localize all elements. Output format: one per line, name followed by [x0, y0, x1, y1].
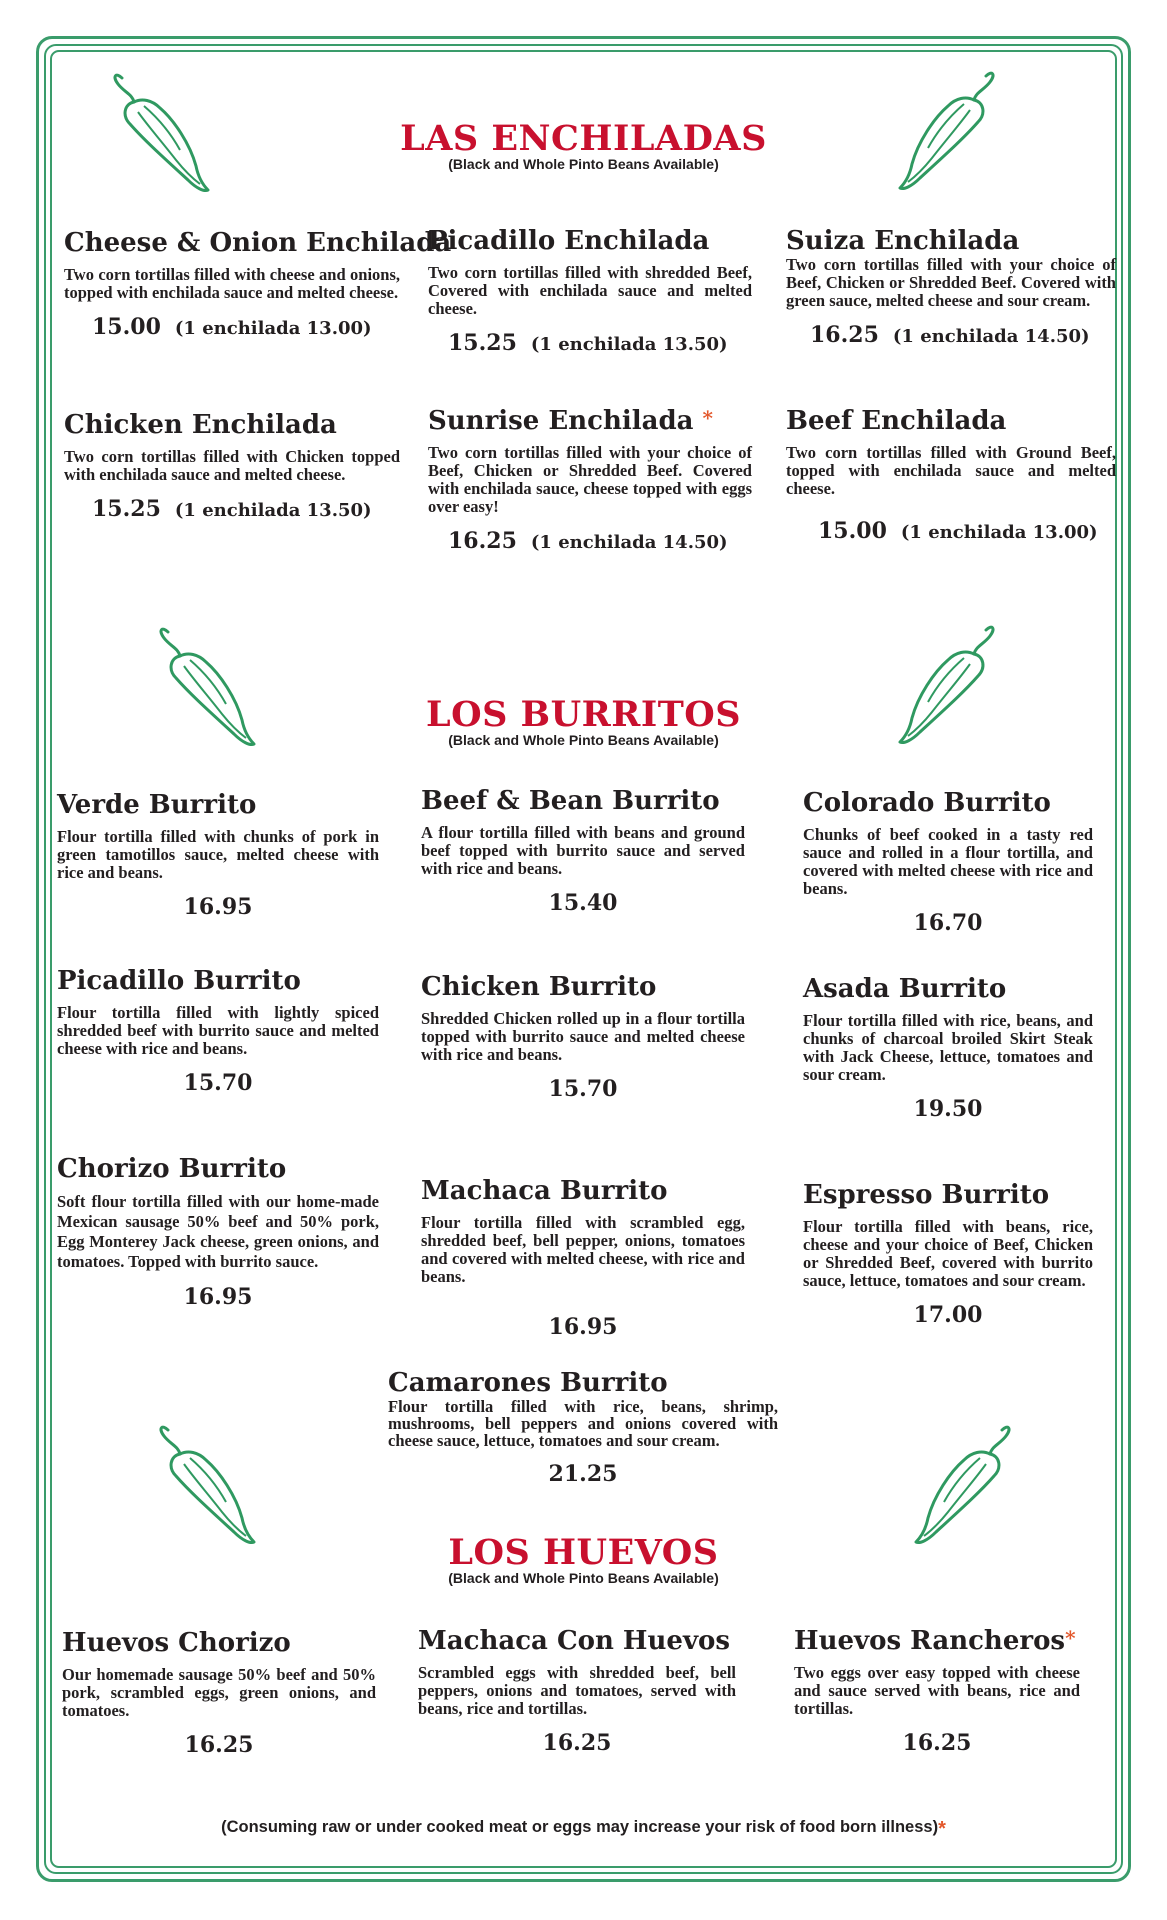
menu-item-burrito — [421, 972, 745, 1102]
item-description: Shredded Chicken rolled up in a flour tortilla topped with burrito sauce and melted cheese with rice and beans. — [421, 1009, 745, 1064]
item-price — [448, 330, 752, 356]
single-price: (1 enchilada 13.50) — [530, 334, 728, 355]
menu-item-enchilada — [428, 406, 752, 554]
item-description: Two corn tortillas filled with Chicken topped with enchilada sauce and melted cheese. — [64, 447, 400, 484]
chili-pepper-icon — [900, 1420, 1020, 1550]
item-name: Chicken Enchilada — [64, 410, 337, 440]
item-price: 15.70 — [548, 1076, 618, 1102]
menu-item-enchilada — [428, 226, 752, 356]
item-name — [794, 1626, 1080, 1656]
menu-item-burrito — [57, 1154, 379, 1310]
item-price — [92, 496, 400, 522]
item-name: Chorizo Burrito — [57, 1154, 287, 1184]
item-name: Chicken Burrito — [421, 972, 657, 1002]
menu-item-burrito — [421, 1176, 745, 1340]
item-price: 15.40 — [548, 890, 618, 916]
section-title-burritos: LOS BURRITOS — [425, 694, 742, 735]
item-name: Suiza Enchilada — [786, 226, 1020, 256]
chili-pepper-icon — [150, 1420, 270, 1550]
menu-item-huevos — [418, 1626, 736, 1756]
item-description: Flour tortilla filled with chunks of pork in green tamotillos sauce, melted cheese with rice and beans. — [57, 827, 379, 882]
item-price — [810, 322, 1116, 348]
menu-item-enchilada — [786, 226, 1116, 348]
section-title-huevos: LOS HUEVOS — [448, 1532, 719, 1573]
single-price: (1 enchilada 13.00) — [174, 318, 372, 339]
item-price — [818, 518, 1116, 544]
item-price: 19.50 — [913, 1096, 983, 1122]
price-value: 16.25 — [810, 322, 879, 348]
menu-item-huevos — [794, 1626, 1080, 1756]
item-description: Scrambled eggs with shredded beef, bell peppers, onions and tomatoes, served with beans, rice and tortillas. — [418, 1663, 736, 1718]
item-price: 16.25 — [542, 1730, 612, 1756]
single-price: (1 enchilada 13.50) — [174, 500, 372, 521]
menu-item-enchilada — [64, 410, 400, 522]
item-name-text: Huevos Rancheros — [794, 1626, 1066, 1656]
item-description: Flour tortilla filled with scrambled egg, shredded beef, bell pepper, onions, tomatoes and covered with melted cheese, with rice and beans. — [421, 1213, 745, 1286]
item-price: 16.95 — [548, 1314, 618, 1340]
item-name: Espresso Burrito — [803, 1180, 1050, 1210]
price-value: 15.25 — [448, 330, 517, 356]
item-price: 16.25 — [902, 1730, 972, 1756]
item-price: 16.95 — [183, 1284, 253, 1310]
item-description: A flour tortilla filled with beans and ground beef topped with burrito sauce and served with rice and beans. — [421, 823, 745, 878]
item-price: 16.25 — [184, 1732, 254, 1758]
item-description: Two corn tortillas filled with your choice of Beef, Chicken or Shredded Beef. Covered with green sauce, melted cheese and sour cream. — [786, 255, 1116, 310]
item-name: Picadillo Burrito — [57, 966, 301, 996]
item-price — [448, 528, 752, 554]
single-price: (1 enchilada 13.00) — [900, 522, 1098, 543]
menu-item-burrito — [57, 790, 379, 920]
item-name: Colorado Burrito — [803, 788, 1051, 818]
single-price: (1 enchilada 14.50) — [892, 326, 1090, 347]
item-name: Picadillo Enchilada — [428, 226, 710, 256]
item-name: Beef Enchilada — [786, 406, 1007, 436]
item-description: Flour tortilla filled with lightly spiced shredded beef with burrito sauce and melted cheese with rice and beans. — [57, 1003, 379, 1058]
price-value: 15.00 — [92, 314, 161, 340]
single-price: (1 enchilada 14.50) — [530, 532, 728, 553]
menu-item-burrito — [803, 788, 1093, 936]
item-name: Asada Burrito — [803, 974, 1007, 1004]
section-subtitle-huevos: (Black and Whole Pinto Beans Available) — [448, 1570, 719, 1586]
item-price: 21.25 — [548, 1461, 618, 1487]
item-description: Our homemade sausage 50% beef and 50% pork, scrambled eggs, green onions, and tomatoes. — [62, 1665, 376, 1720]
item-name: Camarones Burrito — [388, 1368, 668, 1398]
item-price — [92, 314, 400, 340]
item-description: Chunks of beef cooked in a tasty red sauce and rolled in a flour tortilla, and covered with melted cheese with rice and beans. — [803, 825, 1093, 898]
item-name: Beef & Bean Burrito — [421, 786, 720, 816]
menu-item-huevos — [62, 1628, 376, 1758]
item-description: Two corn tortillas filled with cheese and onions, topped with enchilada sauce and melted cheese. — [64, 265, 400, 302]
menu-item-burrito — [803, 1180, 1093, 1328]
item-description: Soft flour tortilla filled with our home-made Mexican sausage 50% beef and 50% pork, Egg Monterey Jack cheese, green onions, and tomatoes. Topped with burrito sauce. — [57, 1192, 379, 1271]
section-title-enchiladas: LAS ENCHILADAS — [400, 118, 767, 159]
item-price: 16.70 — [913, 910, 983, 936]
section-subtitle-burritos: (Black and Whole Pinto Beans Available) — [448, 732, 719, 748]
item-name: Verde Burrito — [57, 790, 257, 820]
asterisk-icon: * — [938, 1818, 946, 1840]
item-price: 17.00 — [913, 1302, 983, 1328]
item-description: Two corn tortillas filled with shredded Beef, Covered with enchilada sauce and melted cheese. — [428, 263, 752, 318]
asterisk-icon: * — [702, 406, 714, 430]
menu-item-burrito — [57, 966, 379, 1096]
menu-item-burrito — [421, 786, 745, 916]
price-value: 15.00 — [818, 518, 887, 544]
item-description: Two eggs over easy topped with cheese and sauce served with beans, rice and tortillas. — [794, 1663, 1080, 1718]
price-value: 16.25 — [448, 528, 517, 554]
item-description: Two corn tortillas filled with your choice of Beef, Chicken or Shredded Beef. Covered with enchilada sauce, cheese topped with eggs over easy! — [428, 443, 752, 516]
item-name: Machaca Con Huevos — [418, 1626, 731, 1656]
item-description: Two corn tortillas filled with Ground Beef, topped with enchilada sauce and melted cheese. — [786, 443, 1116, 498]
section-subtitle-enchiladas: (Black and Whole Pinto Beans Available) — [448, 156, 719, 172]
price-value: 15.25 — [92, 496, 161, 522]
item-name — [428, 406, 752, 436]
menu-item-enchilada — [64, 228, 452, 340]
item-description: Flour tortilla filled with rice, beans, shrimp, mushrooms, bell peppers and onions covered with cheese sauce, lettuce, tomatoes and sour cream. — [388, 1397, 778, 1450]
item-name: Cheese & Onion Enchilada — [64, 228, 452, 258]
item-price: 15.70 — [183, 1070, 253, 1096]
item-name: Machaca Burrito — [421, 1176, 668, 1206]
asterisk-icon: * — [1065, 1626, 1076, 1650]
disclaimer-text: (Consuming raw or under cooked meat or eggs may increase your risk of food born illness) — [221, 1818, 939, 1836]
item-price: 16.95 — [183, 894, 253, 920]
item-name: Huevos Chorizo — [62, 1628, 291, 1658]
item-description: Flour tortilla filled with rice, beans, and chunks of charcoal broiled Skirt Steak with Jack Cheese, lettuce, tomatoes and sour cream. — [803, 1011, 1093, 1084]
item-name-text: Sunrise Enchilada — [428, 406, 694, 436]
menu-item-burrito — [803, 974, 1093, 1122]
health-disclaimer — [0, 1818, 1167, 1841]
menu-item-enchilada — [786, 406, 1116, 544]
item-description: Flour tortilla filled with beans, rice, cheese and your choice of Beef, Chicken or Shredded Beef, covered with burrito sauce, lettuce, tomatoes and sour cream. — [803, 1217, 1093, 1290]
menu-item-burrito — [388, 1368, 778, 1487]
